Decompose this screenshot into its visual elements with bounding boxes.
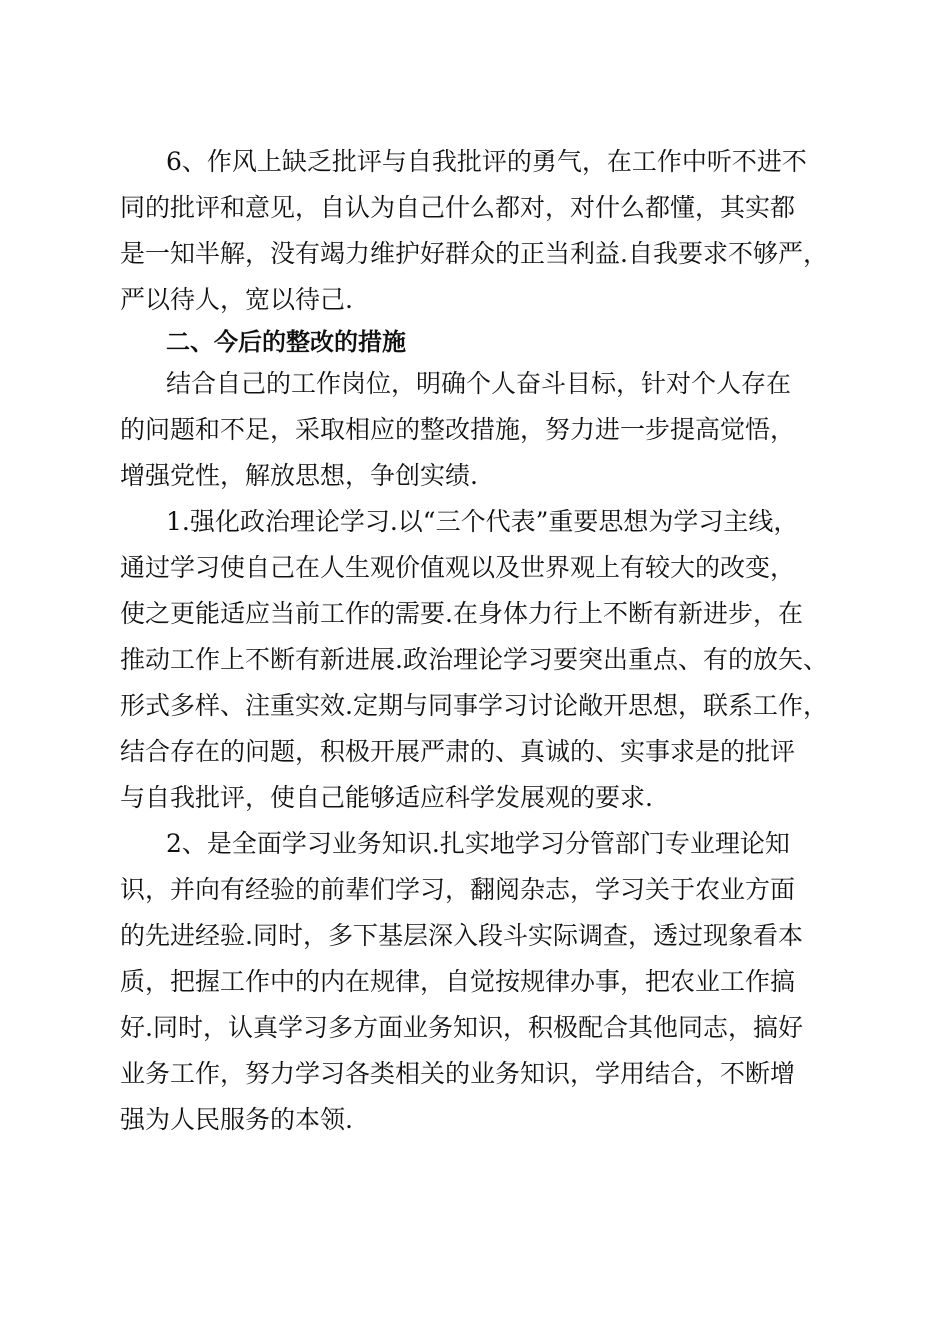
text-line: 的问题和不足，采取相应的整改措施，努力进一步提高觉悟， [120,415,796,444]
text-line: 通过学习使自己在人生观价值观以及世界观上有较大的改变， [120,553,796,582]
text-line: 与自我批评，使自己能够适应科学发展观的要求. [120,783,653,812]
text-line: 6、作风上缺乏批评与自我批评的勇气，在工作中听不进不 [166,147,807,176]
text-line: 的先进经验.同时，多下基层深入段斗实际调查，透过现象看本 [120,921,803,950]
text-line: 结合存在的问题，积极开展严肃的、真诚的、实事求是的批评 [120,737,796,766]
text-line: 质，把握工作中的内在规律，自觉按规律办事，把农业工作搞 [120,967,796,996]
text-line: 结合自己的工作岗位，明确个人奋斗目标，针对个人存在 [166,369,792,398]
text-line: 好.同时，认真学习多方面业务知识，积极配合其他同志，搞好 [120,1013,803,1042]
text-line: 推动工作上不断有新进展.政治理论学习要突出重点、有的放矢、 [120,645,828,674]
section-heading: 二、今后的整改的措施 [166,328,406,356]
text-line: 识，并向有经验的前辈们学习，翻阅杂志，学习关于农业方面 [120,875,796,904]
text-line: 严以待人，宽以待己. [120,285,353,314]
text-line: 增强党性，解放思想，争创实绩. [120,461,478,490]
text-line: 是一知半解，没有竭力维护好群众的正当利益.自我要求不够严， [120,239,828,268]
text-line: 使之更能适应当前工作的需要.在身体力行上不断有新进步，在 [120,599,803,628]
text-line: 业务工作，努力学习各类相关的业务知识，学用结合，不断增 [120,1059,796,1088]
text-line: 同的批评和意见，自认为自己什么都对，对什么都懂，其实都 [120,193,796,222]
text-line: 1.强化政治理论学习.以“三个代表”重要思想为学习主线， [166,507,799,536]
text-line: 强为人民服务的本领. [120,1105,353,1134]
text-line: 形式多样、注重实效.定期与同事学习讨论敞开思想，联系工作， [120,691,828,720]
text-line: 2、是全面学习业务知识.扎实地学习分管部门专业理论知 [166,829,790,858]
